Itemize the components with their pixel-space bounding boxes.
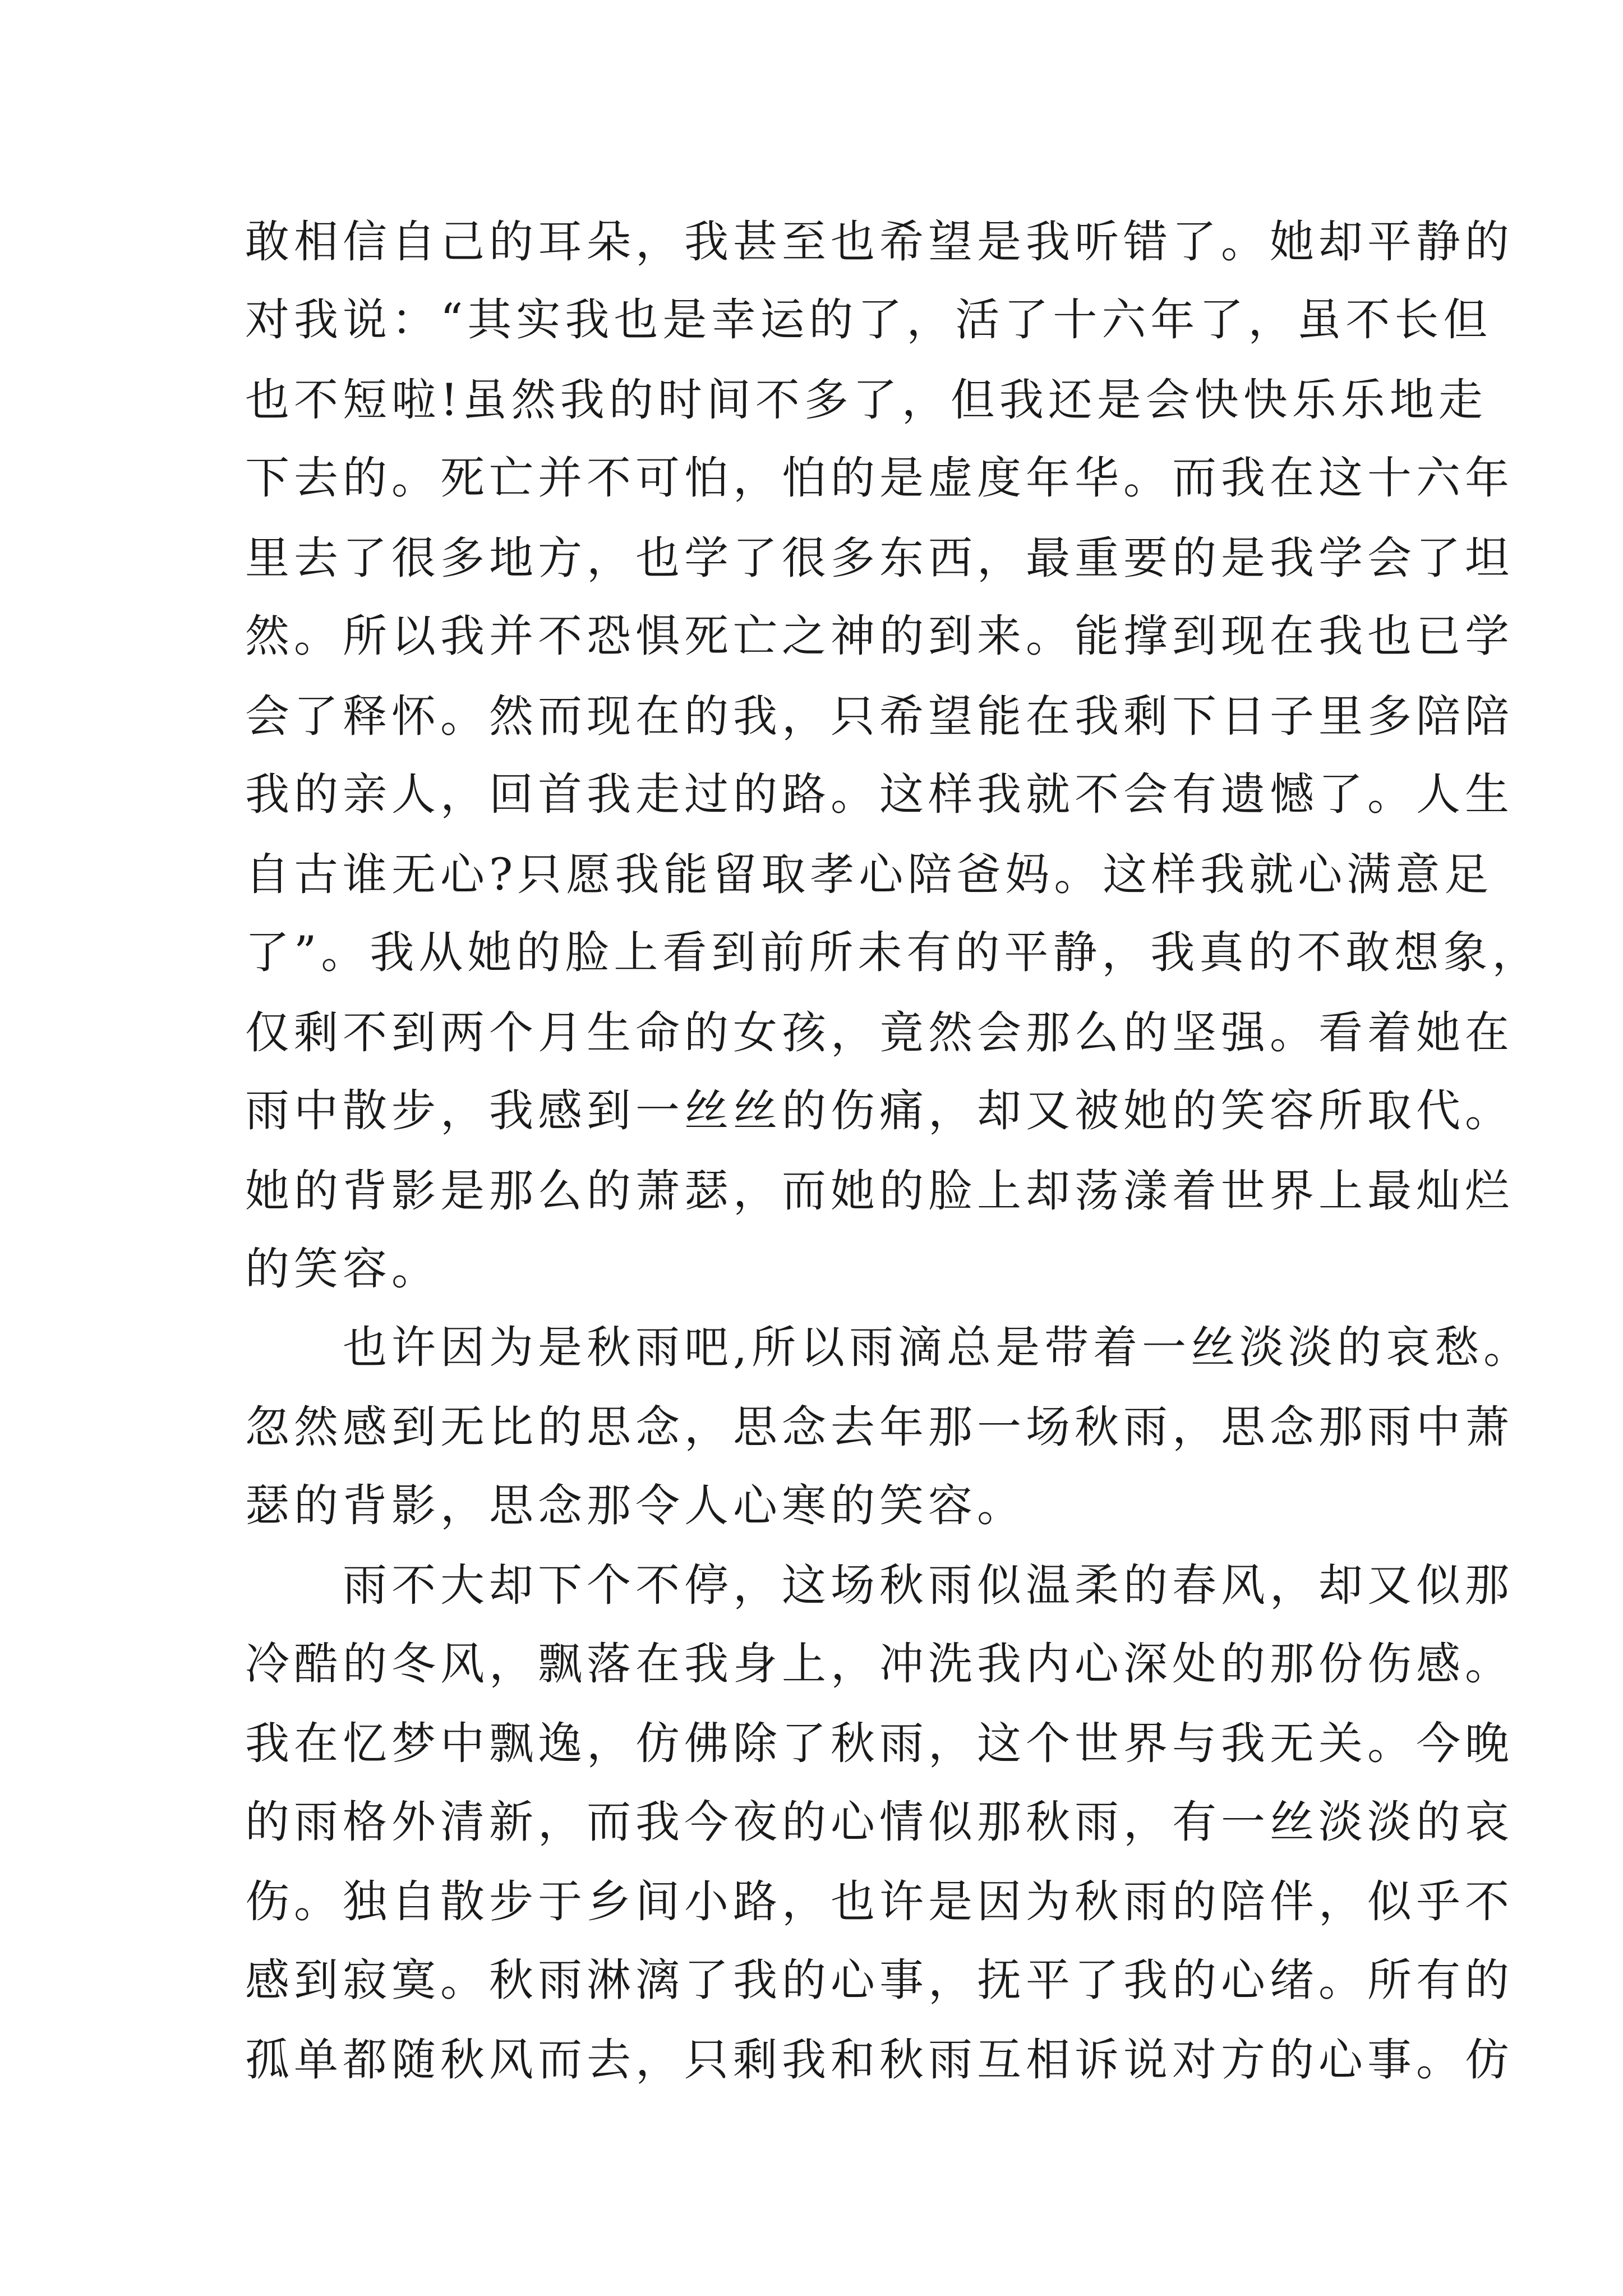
- text-line: 冷酷的冬风，飘落在我身上，冲洗我内心深处的那份伤感。: [245, 1638, 1514, 1690]
- text-line: 仅剩不到两个月生命的女孩，竟然会那么的坚强。看着她在: [245, 1007, 1514, 1059]
- text-line: 也不短啦!虽然我的时间不多了，但我还是会快快乐乐地走: [245, 374, 1487, 426]
- text-line: 雨中散步，我感到一丝丝的伤痛，却又被她的笑容所取代。: [245, 1085, 1514, 1137]
- text-line: 对我说：“其实我也是幸运的了，活了十六年了，虽不长但: [245, 294, 1492, 346]
- text-line: 忽然感到无比的思念，思念去年那一场秋雨，思念那雨中萧: [245, 1401, 1514, 1453]
- text-line: 我的亲人，回首我走过的路。这样我就不会有遗憾了。人生: [245, 769, 1514, 820]
- text-line: 孤单都随秋风而去，只剩我和秋雨互相诉说对方的心事。仿: [245, 2034, 1514, 2086]
- text-line: 也许因为是秋雨吧,所以雨滴总是带着一丝淡淡的哀愁。: [245, 1322, 1533, 1373]
- text-line: 然。所以我并不恐惧死亡之神的到来。能撑到现在我也已学: [245, 610, 1514, 662]
- text-line: 她的背影是那么的萧瑟，而她的脸上却荡漾着世界上最灿烂: [245, 1165, 1514, 1217]
- text-line: 下去的。死亡并不可怕，怕的是虚度年华。而我在这十六年: [245, 452, 1514, 504]
- text-line: 会了释怀。然而现在的我，只希望能在我剩下日子里多陪陪: [245, 691, 1514, 742]
- text-line: 敢相信自己的耳朵，我甚至也希望是我听错了。她却平静的: [245, 216, 1514, 268]
- text-line: 的笑容。: [245, 1243, 440, 1295]
- text-line: 雨不大却下个不停，这场秋雨似温柔的春风，却又似那: [245, 1559, 1514, 1611]
- text-line: 我在忆梦中飘逸，仿佛除了秋雨，这个世界与我无关。今晚: [245, 1718, 1514, 1769]
- text-line: 瑟的背影，思念那令人心寒的笑容。: [245, 1480, 1026, 1531]
- text-line: 感到寂寞。秋雨淋漓了我的心事，抚平了我的心绪。所有的: [245, 1954, 1514, 2006]
- text-line: 里去了很多地方，也学了很多东西，最重要的是我学会了坦: [245, 532, 1514, 584]
- text-line: 自古谁无心?只愿我能留取孝心陪爸妈。这样我就心满意足: [245, 849, 1493, 900]
- text-line: 了”。我从她的脸上看到前所未有的平静，我真的不敢想象，: [245, 927, 1541, 978]
- text-line: 的雨格外清新，而我今夜的心情似那秋雨，有一丝淡淡的哀: [245, 1796, 1514, 1848]
- text-line: 伤。独自散步于乡间小路，也许是因为秋雨的陪伴，似乎不: [245, 1876, 1514, 1927]
